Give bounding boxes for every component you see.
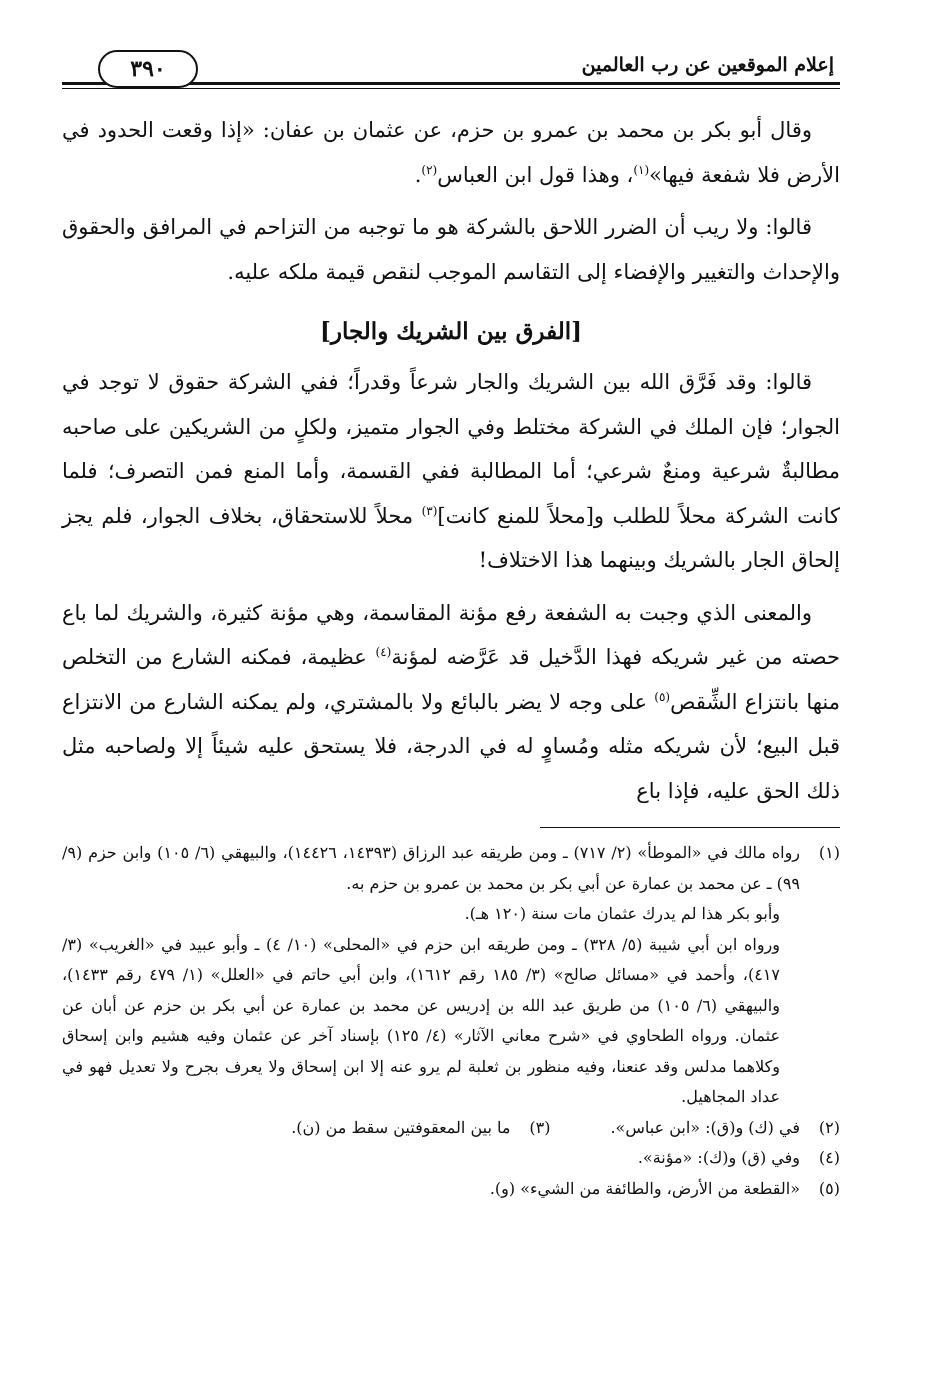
footnote-5-number: (٥) <box>818 1178 840 1198</box>
footnote-ref-1: (١) <box>633 162 650 177</box>
paragraph-3 <box>62 360 840 583</box>
footnote-ref-4: (٤) <box>375 645 392 659</box>
paragraph-4-end: على وجه لا يضر بالبائع ولا بالمشتري، ولم يمكنه الشارع من الانتزاع قبل البيع؛ لأن شريكه مثله ومُساوٍ له في الدرجة، فلا يستحق عليه شيئاً إلا ولصاحبه مثل ذلك الحق عليه، فإذا باع <box>62 689 840 803</box>
paragraph-3-end: محلاً للاستحقاق، بخلاف الجوار، فلم يجز إلحاق الجار بالشريك وبينهما هذا الاختلاف! <box>62 503 840 572</box>
paragraph-4-text: والمعنى الذي وجبت به الشفعة رفع مؤنة المقاسمة، وهي مؤنة كثيرة، والشريك لما باع حصته من غير شريكه فهذا الدَّخيل قد عَرَّضه لمؤنة <box>62 600 840 669</box>
paragraph-2: قالوا: ولا ريب أن الضرر اللاحق بالشركة هو ما توجبه من التزاحم في المرافق والحقوق والإحداث والتغيير والإفضاء إلى التقاسم الموجب لنقص قيمة ملكه عليه. <box>62 215 840 284</box>
paragraph-4-mid: عظيمة، فمكنه الشارع من التخلص منها بانتزاع الشِّقص <box>62 645 840 714</box>
footnote-1-continuation-1: وأبو بكر هذا لم يدرك عثمان مات سنة (١٢٠ هـ). <box>464 904 780 923</box>
page-number: ٣٩٠ <box>98 50 198 88</box>
footnote-separator <box>540 827 840 828</box>
footnote-ref-2: (٢) <box>421 162 438 177</box>
footnote-2-number: (٢) <box>818 1117 840 1137</box>
section-heading: [الفرق بين الشريك والجار] <box>319 318 583 345</box>
footnote-5-text: «القطعة من الأرض، والطائفة من الشيء» (و). <box>489 1178 800 1198</box>
main-text <box>62 108 840 813</box>
footnote-1-text: رواه مالك في «الموطأ» (٢/ ٧١٧) ـ ومن طريقه عبد الرزاق (١٤٣٩٣، ١٤٤٢٦)، والبيهقي (٦/ ١٠٥) وابن حزم (٩/ ٩٩) ـ عن محمد بن عمارة عن أبي بكر بن محمد بن عمرو بن حزم به. <box>62 843 801 893</box>
footnote-1-number: (١) <box>818 843 840 862</box>
footnote-4-number: (٤) <box>818 1148 840 1167</box>
paragraph-1-text: وقال أبو بكر بن محمد بن عمرو بن حزم، عن عثمان بن عفان: «إذا وقعت الحدود في الأرض فلا شفعة فيها» <box>62 118 840 187</box>
book-title: إعلام الموقعين عن رب العالمين <box>581 54 834 76</box>
footnote-3-number: (٣) <box>529 1117 551 1137</box>
footnote-1 <box>62 838 840 899</box>
footnote-ref-5: (٥) <box>654 689 671 704</box>
paragraph-4 <box>62 591 840 814</box>
footnote-3-text: ما بين المعقوفتين سقط من (ن). <box>291 1117 511 1137</box>
paragraph-1 <box>62 108 840 197</box>
header-rule-thin <box>62 88 840 89</box>
footnote-4-text: وفي (ق) و(ك): «مؤنة». <box>637 1148 800 1167</box>
book-page <box>62 40 840 1204</box>
page-header <box>62 40 840 98</box>
paragraph-1-mid: ، وهذا قول ابن العباس <box>437 162 634 187</box>
footnote-ref-3: (٣) <box>421 503 438 518</box>
footnote-row-2-3 <box>62 1113 840 1144</box>
footnote-2-text: في (ك) و(ق): «ابن عباس». <box>610 1117 800 1137</box>
footnote-2 <box>610 1113 840 1144</box>
paragraph-3-text: قالوا: وقد فَرَّق الله بين الشريك والجار شرعاً وقدراً؛ ففي الشركة حقوق لا توجد في الجوار؛ فإن الملك في الشركة مختلط وفي الجوار متميز، ولكلٍ من الشريكين على صاحبه مطالبةٌ شرعية ومنعٌ شرعي؛ أما المطالبة ففي القسمة، وأما المنع فمن التصرف؛ فلما كانت الشركة محلاً للطلب و[محلاً للمنع كانت] <box>62 370 840 528</box>
footnote-3 <box>291 1113 550 1144</box>
footnote-4 <box>62 1143 840 1174</box>
footnote-5 <box>62 1174 840 1205</box>
footnotes <box>62 838 840 1204</box>
footnote-1-continuation-2: ورواه ابن أبي شيبة (٥/ ٣٢٨) ـ ومن طريقه ابن حزم في «المحلى» (١٠/ ٤) ـ وأبو عبيد في «الغريب» (٣/ ٤١٧)، وأحمد في «مسائل صالح» (٣/ ١٨٥ رقم ١٦١٢)، وابن أبي حاتم في «العلل» (١/ ٤٧٩ رقم ١٤٣٣)، والبيهقي (٦/ ١٠٥) من طريق عبد الله بن إدريس عن محمد بن عمارة عن أبي بكر بن حزم عن أبان عن عثمان. ورواه الطحاوي في «شرح معاني الآثار» (٤/ ١٢٥) بإسناد آخر عن عثمان وفيه هشيم وابن إسحاق وكلاهما مدلس وقد عنعنا، وفيه منظور بن ثعلبة لم يرو عنه إلا ابن إسحاق ولا يعرف بجرح ولا تعديل فهو في عداد المجاهيل. <box>62 934 781 1106</box>
paragraph-1-end: . <box>414 162 422 187</box>
